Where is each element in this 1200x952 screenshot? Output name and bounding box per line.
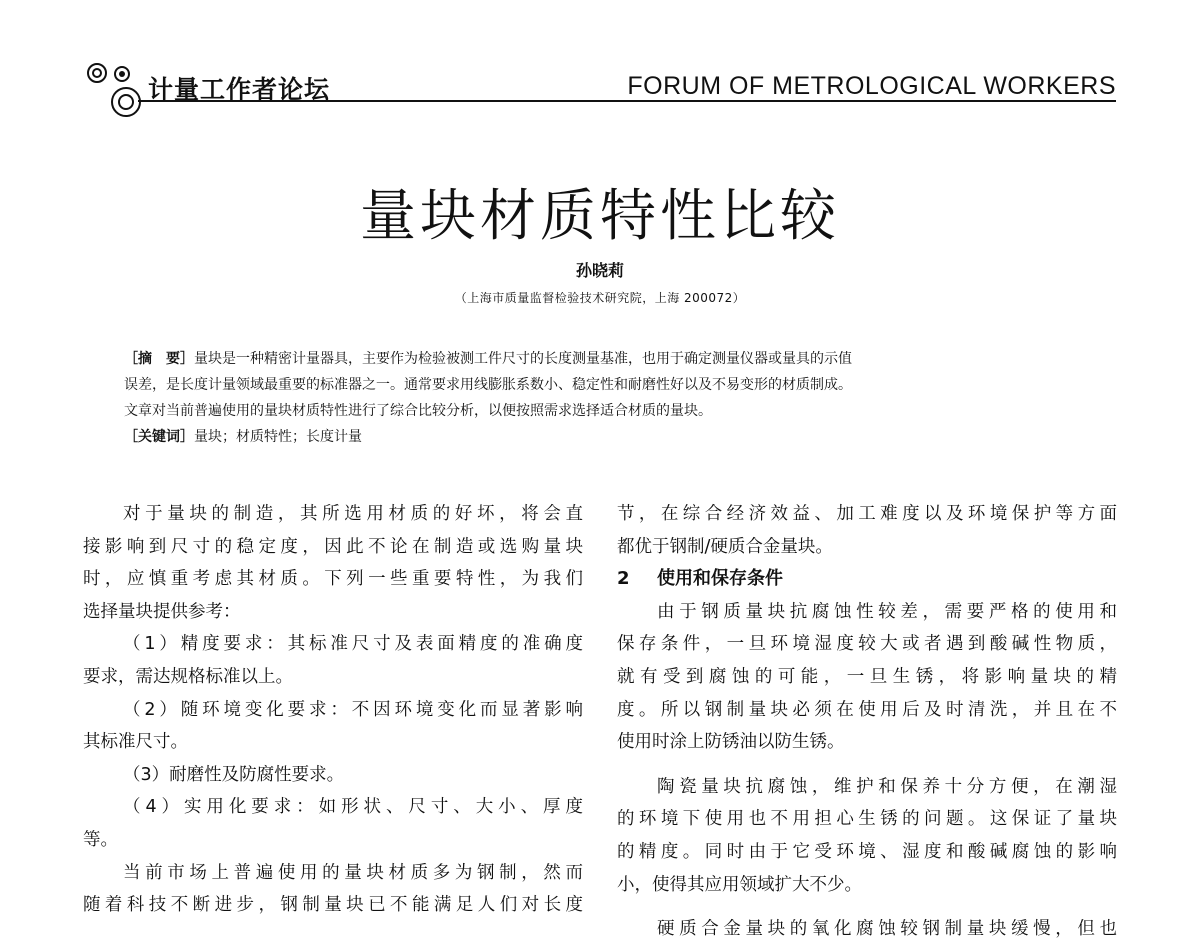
text-line: 对于量块的制造，其所选用材质的好坏，将会直 [123, 504, 583, 524]
keywords-line [124, 424, 1114, 450]
header-divider [138, 100, 1116, 102]
text-line: （2）随环境变化要求：不因环境变化而显著影响 [123, 699, 583, 720]
text-line: 度。所以钢制量块必须在使用后及时清洗，并且在不 [617, 699, 1117, 720]
text-line: 其标准尺寸。 [83, 732, 188, 753]
text-line: 等。 [83, 829, 118, 850]
text-line: 节，在综合经济效益、加工难度以及环境保护等方面 [617, 504, 1117, 524]
article-title: 量块材质特性比较 [360, 184, 840, 249]
journal-logo-icon [84, 60, 144, 120]
text-line: 随着科技不断进步，钢制量块已不能满足人们对长度 [83, 895, 583, 916]
text-line: 小，使得其应用领域扩大不少。 [617, 874, 862, 895]
text-line: 保存条件，一旦环境湿度较大或者遇到酸碱性物质， [617, 634, 1117, 655]
section-title: 使用和保存条件 [657, 568, 783, 590]
text-line: （3）耐磨性及防腐性要求。 [123, 764, 345, 785]
text-line: 选择量块提供参考： [83, 601, 241, 622]
author-affiliation: （上海市质量监督检验技术研究院，上海 200072） [454, 291, 746, 305]
journal-section-title-en: FORUM OF METROLOGICAL WORKERS [627, 72, 1116, 100]
text-line: 就有受到腐蚀的可能，一旦生锈，将影响量块的精 [617, 666, 1117, 687]
text-line: 要求，需达规格标准以上。 [83, 666, 293, 687]
abstract-block [124, 346, 1114, 450]
paragraph-gap [617, 759, 1117, 771]
keywords-text: 量块；材质特性；长度计量 [194, 429, 362, 445]
article-author: 孙晓莉 [575, 261, 624, 280]
text-line: 的环境下使用也不用担心生锈的问题。这保证了量块 [617, 809, 1117, 830]
abstract-line [124, 346, 1114, 372]
text-line: 当前市场上普遍使用的量块材质多为钢制，然而 [123, 862, 583, 883]
text-line: （4）实用化要求：如形状、尺寸、大小、厚度 [123, 797, 583, 818]
keywords-label: ［关键词］ [124, 429, 194, 445]
journal-section-title: 计量工作者论坛 [148, 75, 331, 104]
text-line: 硬质合金量块的氧化腐蚀较钢制量块缓慢，但也 [657, 919, 1117, 940]
text-line: （1）精度要求：其标准尺寸及表面精度的准确度 [123, 634, 583, 655]
abstract-text: 量块是一种精密计量器具，主要作为检验被测工件尺寸的长度测量基准，也用于确定测量仪器或量具的示值 [194, 351, 852, 367]
text-line: 时，应慎重考虑其材质。下列一些重要特性，为我们 [83, 569, 583, 590]
paragraph-gap [617, 901, 1117, 913]
section-heading [617, 563, 1117, 596]
abstract-label: ［摘 要］ [124, 351, 194, 367]
text-line: 都优于钢制/硬质合金量块。 [617, 536, 833, 557]
abstract-line: 误差，是长度计量领域最重要的标准器之一。通常要求用线膨胀系数小、稳定性和耐磨性好以及不易变形的材质制成。 [124, 377, 852, 393]
text-line: 接影响到尺寸的稳定度，因此不论在制造或选购量块 [83, 536, 583, 557]
text-line: 陶瓷量块抗腐蚀，维护和保养十分方便，在潮湿 [657, 776, 1117, 797]
text-line: 由于钢质量块抗腐蚀性较差，需要严格的使用和 [657, 601, 1117, 622]
abstract-line: 文章对当前普遍使用的量块材质特性进行了综合比较分析，以便按照需求选择适合材质的量块。 [124, 403, 712, 419]
text-line: 使用时涂上防锈油以防生锈。 [617, 732, 845, 753]
text-line: 的精度。同时由于它受环境、湿度和酸碱腐蚀的影响 [617, 841, 1117, 862]
body-column-left [83, 498, 583, 922]
body-column-right [617, 498, 1117, 946]
section-number: 2 [617, 568, 630, 590]
